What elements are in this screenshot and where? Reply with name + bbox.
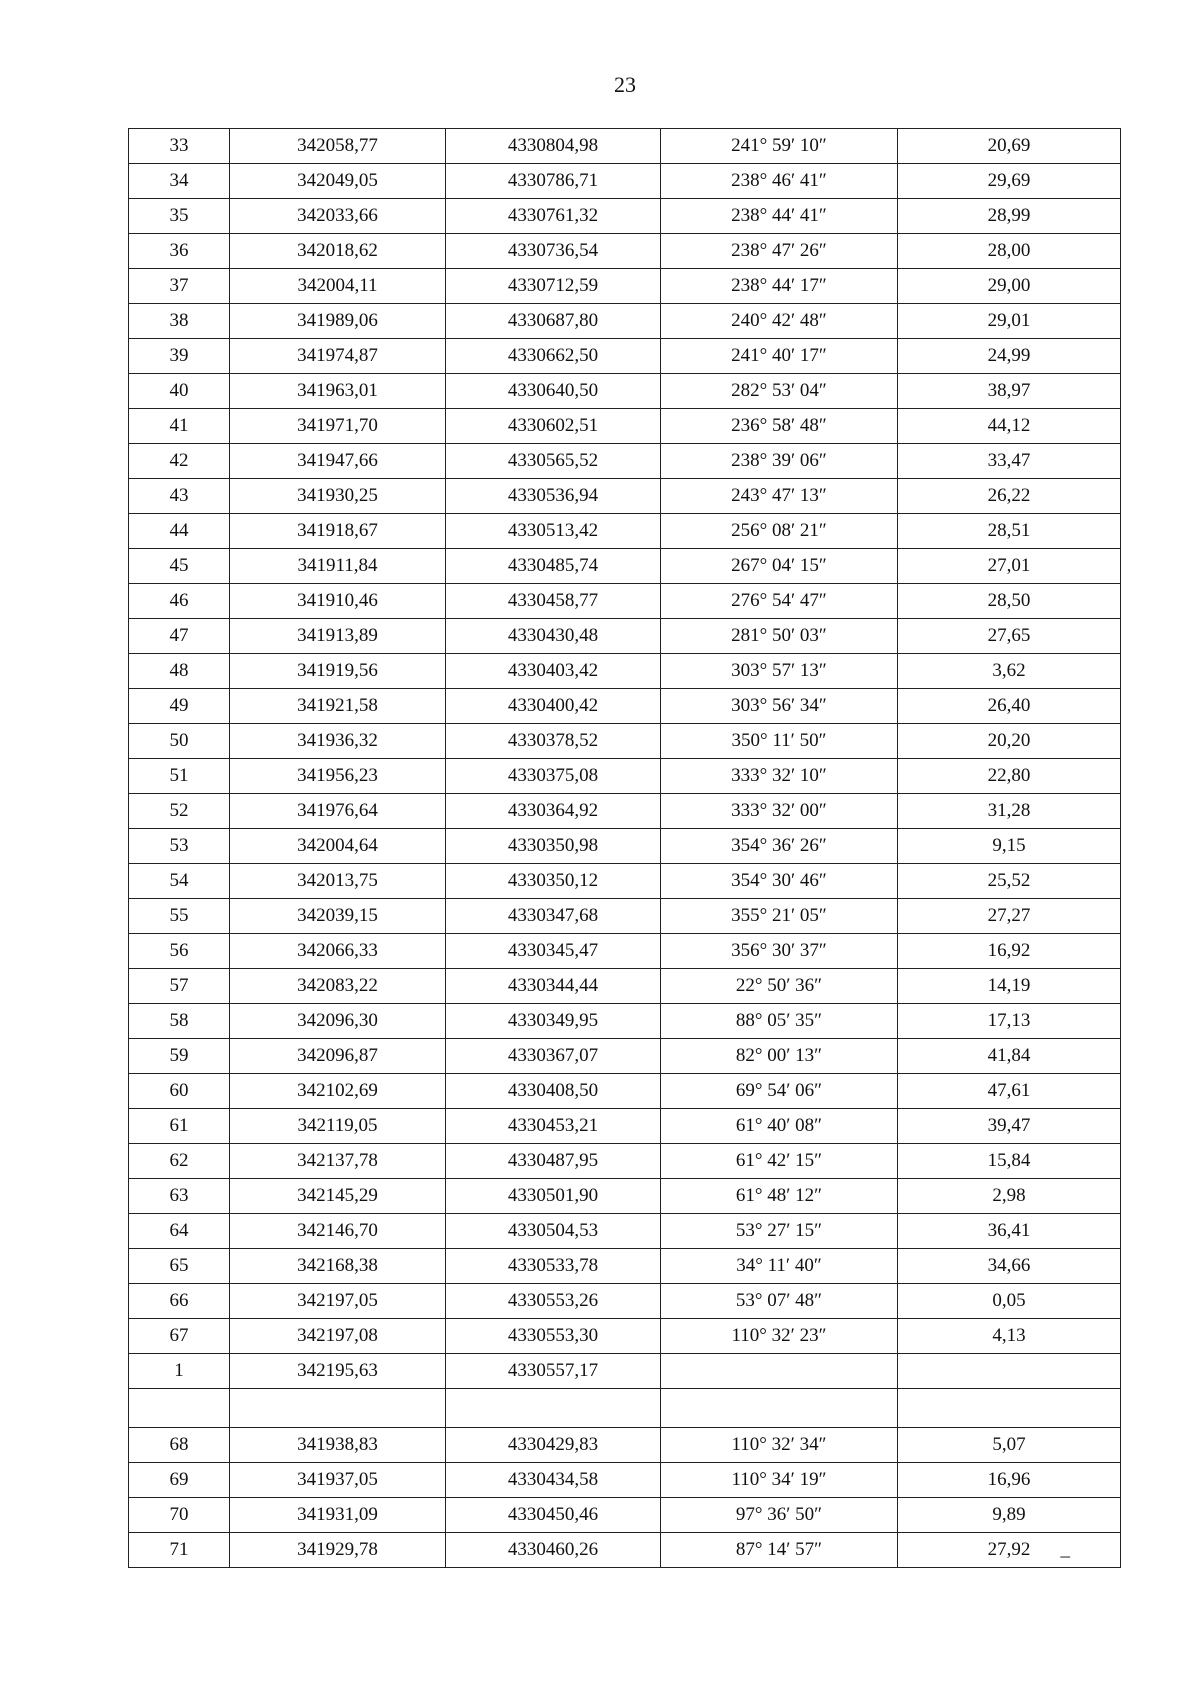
y-coordinate-cell: 4330533,78 (446, 1249, 661, 1284)
point-number-cell: 49 (129, 689, 230, 724)
x-coordinate-cell: 341938,83 (230, 1428, 446, 1463)
distance-cell: 3,62 (898, 654, 1121, 689)
y-coordinate-cell: 4330557,17 (446, 1354, 661, 1389)
x-coordinate-cell: 341974,87 (230, 339, 446, 374)
x-coordinate-cell: 341989,06 (230, 304, 446, 339)
x-coordinate-cell: 342195,63 (230, 1354, 446, 1389)
y-coordinate-cell: 4330602,51 (446, 409, 661, 444)
x-coordinate-cell: 342096,87 (230, 1039, 446, 1074)
table-row (129, 409, 1121, 444)
table-row (129, 164, 1121, 199)
x-coordinate-cell: 341930,25 (230, 479, 446, 514)
table-row (129, 549, 1121, 584)
point-number-cell: 33 (129, 129, 230, 164)
bearing-cell (661, 1389, 898, 1428)
x-coordinate-cell: 342033,66 (230, 199, 446, 234)
y-coordinate-cell: 4330501,90 (446, 1179, 661, 1214)
y-coordinate-cell: 4330364,92 (446, 794, 661, 829)
table-row (129, 1144, 1121, 1179)
y-coordinate-cell: 4330400,42 (446, 689, 661, 724)
x-coordinate-cell: 341936,32 (230, 724, 446, 759)
table-row (129, 619, 1121, 654)
x-coordinate-cell: 341976,64 (230, 794, 446, 829)
coordinates-table (128, 128, 1121, 1568)
distance-cell: 27,27 (898, 899, 1121, 934)
table-row (129, 234, 1121, 269)
distance-cell: 38,97 (898, 374, 1121, 409)
point-number-cell: 38 (129, 304, 230, 339)
y-coordinate-cell: 4330487,95 (446, 1144, 661, 1179)
point-number-cell: 61 (129, 1109, 230, 1144)
point-number-cell: 70 (129, 1498, 230, 1533)
distance-cell: 2,98 (898, 1179, 1121, 1214)
point-number-cell: 58 (129, 1004, 230, 1039)
point-number-cell: 53 (129, 829, 230, 864)
y-coordinate-cell: 4330687,80 (446, 304, 661, 339)
bearing-cell: 276° 54′ 47″ (661, 584, 898, 619)
point-number-cell: 52 (129, 794, 230, 829)
x-coordinate-cell: 341929,78 (230, 1533, 446, 1568)
y-coordinate-cell: 4330736,54 (446, 234, 661, 269)
y-coordinate-cell: 4330345,47 (446, 934, 661, 969)
bearing-cell: 354° 30′ 46″ (661, 864, 898, 899)
point-number-cell: 46 (129, 584, 230, 619)
distance-cell: 39,47 (898, 1109, 1121, 1144)
distance-cell: 27,65 (898, 619, 1121, 654)
bearing-cell: 303° 56′ 34″ (661, 689, 898, 724)
x-coordinate-cell: 342018,62 (230, 234, 446, 269)
table-row (129, 129, 1121, 164)
x-coordinate-cell: 341956,23 (230, 759, 446, 794)
y-coordinate-cell: 4330349,95 (446, 1004, 661, 1039)
x-coordinate-cell: 342096,30 (230, 1004, 446, 1039)
coordinates-table-body (129, 129, 1121, 1568)
x-coordinate-cell: 342049,05 (230, 164, 446, 199)
table-row (129, 479, 1121, 514)
distance-cell: 33,47 (898, 444, 1121, 479)
x-coordinate-cell: 342039,15 (230, 899, 446, 934)
point-number-cell: 56 (129, 934, 230, 969)
bearing-cell: 238° 46′ 41″ (661, 164, 898, 199)
distance-cell: 22,80 (898, 759, 1121, 794)
bearing-cell: 61° 42′ 15″ (661, 1144, 898, 1179)
table-row (129, 1389, 1121, 1428)
table-row (129, 1428, 1121, 1463)
table-row (129, 199, 1121, 234)
distance-cell: 28,00 (898, 234, 1121, 269)
bearing-cell: 238° 44′ 17″ (661, 269, 898, 304)
distance-cell (898, 1354, 1121, 1389)
point-number-cell: 64 (129, 1214, 230, 1249)
bearing-cell: 236° 58′ 48″ (661, 409, 898, 444)
y-coordinate-cell: 4330565,52 (446, 444, 661, 479)
x-coordinate-cell: 341918,67 (230, 514, 446, 549)
distance-cell: 31,28 (898, 794, 1121, 829)
distance-cell: 24,99 (898, 339, 1121, 374)
y-coordinate-cell: 4330350,98 (446, 829, 661, 864)
distance-cell: 0,05 (898, 1284, 1121, 1319)
y-coordinate-cell: 4330453,21 (446, 1109, 661, 1144)
bearing-cell (661, 1354, 898, 1389)
point-number-cell: 40 (129, 374, 230, 409)
distance-cell: 17,13 (898, 1004, 1121, 1039)
point-number-cell: 71 (129, 1533, 230, 1568)
bearing-cell: 356° 30′ 37″ (661, 934, 898, 969)
point-number-cell: 36 (129, 234, 230, 269)
distance-cell: 28,99 (898, 199, 1121, 234)
x-coordinate-cell: 341937,05 (230, 1463, 446, 1498)
point-number-cell: 35 (129, 199, 230, 234)
table-row (129, 1284, 1121, 1319)
bearing-cell: 355° 21′ 05″ (661, 899, 898, 934)
distance-cell: 20,20 (898, 724, 1121, 759)
y-coordinate-cell: 4330375,08 (446, 759, 661, 794)
y-coordinate-cell: 4330804,98 (446, 129, 661, 164)
bearing-cell: 350° 11′ 50″ (661, 724, 898, 759)
table-row (129, 759, 1121, 794)
bearing-cell: 22° 50′ 36″ (661, 969, 898, 1004)
table-row (129, 304, 1121, 339)
distance-cell: 44,12 (898, 409, 1121, 444)
y-coordinate-cell: 4330504,53 (446, 1214, 661, 1249)
point-number-cell: 59 (129, 1039, 230, 1074)
x-coordinate-cell: 342168,38 (230, 1249, 446, 1284)
table-row (129, 724, 1121, 759)
table-row (129, 829, 1121, 864)
distance-cell: 29,69 (898, 164, 1121, 199)
x-coordinate-cell: 341910,46 (230, 584, 446, 619)
point-number-cell: 44 (129, 514, 230, 549)
x-coordinate-cell: 341963,01 (230, 374, 446, 409)
bearing-cell: 354° 36′ 26″ (661, 829, 898, 864)
y-coordinate-cell: 4330408,50 (446, 1074, 661, 1109)
distance-cell (898, 1389, 1121, 1428)
bearing-cell: 241° 59′ 10″ (661, 129, 898, 164)
y-coordinate-cell: 4330640,50 (446, 374, 661, 409)
table-row (129, 1109, 1121, 1144)
table-row (129, 339, 1121, 374)
distance-cell: 15,84 (898, 1144, 1121, 1179)
bearing-cell: 303° 57′ 13″ (661, 654, 898, 689)
table-row (129, 899, 1121, 934)
distance-cell (898, 1533, 1121, 1568)
distance-cell: 9,15 (898, 829, 1121, 864)
x-coordinate-cell: 342013,75 (230, 864, 446, 899)
bearing-cell: 88° 05′ 35″ (661, 1004, 898, 1039)
point-number-cell (129, 1389, 230, 1428)
x-coordinate-cell: 342119,05 (230, 1109, 446, 1144)
bearing-cell: 53° 27′ 15″ (661, 1214, 898, 1249)
y-coordinate-cell: 4330434,58 (446, 1463, 661, 1498)
table-row (129, 269, 1121, 304)
table-row (129, 1004, 1121, 1039)
y-coordinate-cell: 4330536,94 (446, 479, 661, 514)
point-number-cell: 51 (129, 759, 230, 794)
point-number-cell: 39 (129, 339, 230, 374)
distance-cell: 28,51 (898, 514, 1121, 549)
distance-cell: 26,22 (898, 479, 1121, 514)
point-number-cell: 65 (129, 1249, 230, 1284)
x-coordinate-cell: 342083,22 (230, 969, 446, 1004)
y-coordinate-cell: 4330378,52 (446, 724, 661, 759)
bearing-cell: 238° 44′ 41″ (661, 199, 898, 234)
x-coordinate-cell: 341913,89 (230, 619, 446, 654)
table-row (129, 1533, 1121, 1568)
y-coordinate-cell: 4330350,12 (446, 864, 661, 899)
point-number-cell: 45 (129, 549, 230, 584)
distance-cell: 5,07 (898, 1428, 1121, 1463)
bearing-cell: 87° 14′ 57″ (661, 1533, 898, 1568)
point-number-cell: 68 (129, 1428, 230, 1463)
distance-cell: 29,00 (898, 269, 1121, 304)
distance-cell: 16,92 (898, 934, 1121, 969)
bearing-cell: 238° 39′ 06″ (661, 444, 898, 479)
bearing-cell: 333° 32′ 10″ (661, 759, 898, 794)
table-row (129, 1179, 1121, 1214)
point-number-cell: 1 (129, 1354, 230, 1389)
point-number-cell: 37 (129, 269, 230, 304)
table-row (129, 1463, 1121, 1498)
distance-cell: 16,96 (898, 1463, 1121, 1498)
bearing-cell: 241° 40′ 17″ (661, 339, 898, 374)
page-number: 23 (614, 72, 636, 97)
point-number-cell: 62 (129, 1144, 230, 1179)
distance-cell: 4,13 (898, 1319, 1121, 1354)
distance-cell: 14,19 (898, 969, 1121, 1004)
x-coordinate-cell (230, 1389, 446, 1428)
table-row (129, 654, 1121, 689)
y-coordinate-cell: 4330460,26 (446, 1533, 661, 1568)
x-coordinate-cell: 342004,11 (230, 269, 446, 304)
table-row (129, 514, 1121, 549)
bearing-cell: 53° 07′ 48″ (661, 1284, 898, 1319)
y-coordinate-cell: 4330458,77 (446, 584, 661, 619)
x-coordinate-cell: 342137,78 (230, 1144, 446, 1179)
point-number-cell: 47 (129, 619, 230, 654)
bearing-cell: 238° 47′ 26″ (661, 234, 898, 269)
distance-cell: 36,41 (898, 1214, 1121, 1249)
bearing-cell: 333° 32′ 00″ (661, 794, 898, 829)
table-row (129, 689, 1121, 724)
y-coordinate-cell: 4330450,46 (446, 1498, 661, 1533)
x-coordinate-cell: 341919,56 (230, 654, 446, 689)
bearing-cell: 97° 36′ 50″ (661, 1498, 898, 1533)
x-coordinate-cell: 342066,33 (230, 934, 446, 969)
distance-cell: 27,01 (898, 549, 1121, 584)
table-row (129, 969, 1121, 1004)
y-coordinate-cell (446, 1389, 661, 1428)
distance-cell: 34,66 (898, 1249, 1121, 1284)
bearing-cell: 256° 08′ 21″ (661, 514, 898, 549)
y-coordinate-cell: 4330513,42 (446, 514, 661, 549)
y-coordinate-cell: 4330761,32 (446, 199, 661, 234)
distance-cell: 47,61 (898, 1074, 1121, 1109)
point-number-cell: 42 (129, 444, 230, 479)
y-coordinate-cell: 4330553,30 (446, 1319, 661, 1354)
table-row (129, 1214, 1121, 1249)
distance-value: 27,92 (987, 1539, 1031, 1560)
bearing-cell: 61° 40′ 08″ (661, 1109, 898, 1144)
bearing-cell: 267° 04′ 15″ (661, 549, 898, 584)
bearing-cell: 281° 50′ 03″ (661, 619, 898, 654)
x-coordinate-cell: 342146,70 (230, 1214, 446, 1249)
table-row (129, 934, 1121, 969)
y-coordinate-cell: 4330367,07 (446, 1039, 661, 1074)
distance-cell: 9,89 (898, 1498, 1121, 1533)
bearing-cell: 110° 32′ 23″ (661, 1319, 898, 1354)
y-coordinate-cell: 4330553,26 (446, 1284, 661, 1319)
point-number-cell: 43 (129, 479, 230, 514)
x-coordinate-cell: 341911,84 (230, 549, 446, 584)
distance-cell: 26,40 (898, 689, 1121, 724)
x-coordinate-cell: 341947,66 (230, 444, 446, 479)
distance-cell: 25,52 (898, 864, 1121, 899)
point-number-cell: 54 (129, 864, 230, 899)
bearing-cell: 110° 34′ 19″ (661, 1463, 898, 1498)
distance-cell: 28,50 (898, 584, 1121, 619)
y-coordinate-cell: 4330712,59 (446, 269, 661, 304)
y-coordinate-cell: 4330429,83 (446, 1428, 661, 1463)
point-number-cell: 48 (129, 654, 230, 689)
distance-cell: 41,84 (898, 1039, 1121, 1074)
x-coordinate-cell: 341931,09 (230, 1498, 446, 1533)
table-row (129, 1249, 1121, 1284)
bearing-cell: 34° 11′ 40″ (661, 1249, 898, 1284)
x-coordinate-cell: 342004,64 (230, 829, 446, 864)
table-row (129, 444, 1121, 479)
x-coordinate-cell: 341921,58 (230, 689, 446, 724)
bearing-cell: 69° 54′ 06″ (661, 1074, 898, 1109)
table-row (129, 584, 1121, 619)
table-row (129, 1319, 1121, 1354)
bearing-cell: 240° 42′ 48″ (661, 304, 898, 339)
point-number-cell: 69 (129, 1463, 230, 1498)
table-row (129, 1039, 1121, 1074)
y-coordinate-cell: 4330430,48 (446, 619, 661, 654)
point-number-cell: 41 (129, 409, 230, 444)
point-number-cell: 55 (129, 899, 230, 934)
distance-cell: 29,01 (898, 304, 1121, 339)
point-number-cell: 67 (129, 1319, 230, 1354)
table-row (129, 1074, 1121, 1109)
table-row (129, 1498, 1121, 1533)
point-number-cell: 66 (129, 1284, 230, 1319)
x-coordinate-cell: 342058,77 (230, 129, 446, 164)
point-number-cell: 50 (129, 724, 230, 759)
y-coordinate-cell: 4330662,50 (446, 339, 661, 374)
trailing-mark: _ (1060, 1539, 1070, 1560)
point-number-cell: 60 (129, 1074, 230, 1109)
table-row (129, 374, 1121, 409)
x-coordinate-cell: 342197,08 (230, 1319, 446, 1354)
x-coordinate-cell: 341971,70 (230, 409, 446, 444)
table-row (129, 864, 1121, 899)
x-coordinate-cell: 342145,29 (230, 1179, 446, 1214)
y-coordinate-cell: 4330786,71 (446, 164, 661, 199)
x-coordinate-cell: 342197,05 (230, 1284, 446, 1319)
x-coordinate-cell: 342102,69 (230, 1074, 446, 1109)
y-coordinate-cell: 4330403,42 (446, 654, 661, 689)
y-coordinate-cell: 4330344,44 (446, 969, 661, 1004)
y-coordinate-cell: 4330485,74 (446, 549, 661, 584)
point-number-cell: 34 (129, 164, 230, 199)
point-number-cell: 63 (129, 1179, 230, 1214)
table-row (129, 1354, 1121, 1389)
bearing-cell: 243° 47′ 13″ (661, 479, 898, 514)
table-row (129, 794, 1121, 829)
distance-cell: 20,69 (898, 129, 1121, 164)
bearing-cell: 82° 00′ 13″ (661, 1039, 898, 1074)
bearing-cell: 61° 48′ 12″ (661, 1179, 898, 1214)
bearing-cell: 110° 32′ 34″ (661, 1428, 898, 1463)
y-coordinate-cell: 4330347,68 (446, 899, 661, 934)
bearing-cell: 282° 53′ 04″ (661, 374, 898, 409)
point-number-cell: 57 (129, 969, 230, 1004)
